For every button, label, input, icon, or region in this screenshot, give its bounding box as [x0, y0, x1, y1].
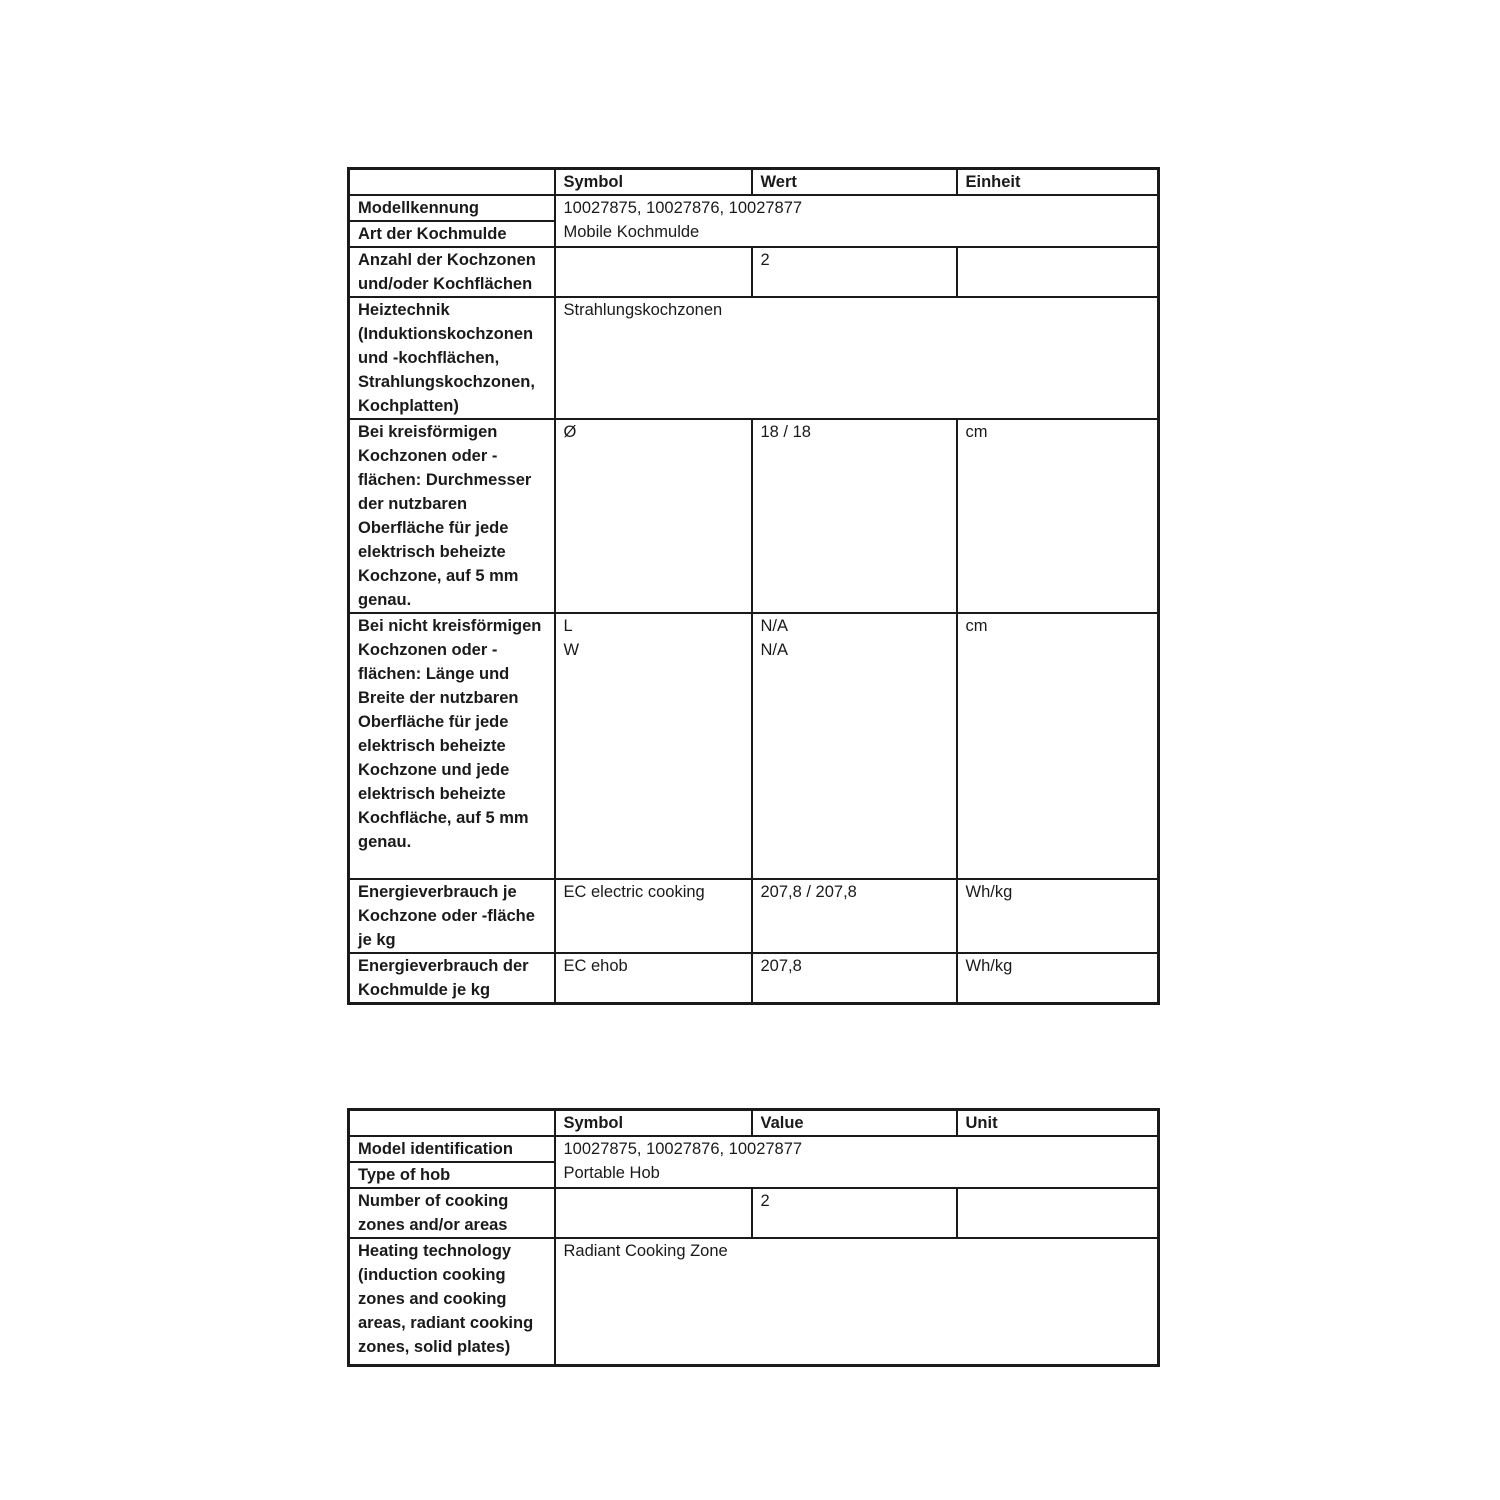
en-label-model-identification: Model identification	[349, 1136, 555, 1162]
table-row	[349, 1188, 1159, 1238]
en-header-row	[349, 1110, 1159, 1137]
en-value-model-and-type	[555, 1136, 1159, 1188]
en-header-value: Value	[752, 1110, 957, 1137]
de-header-row	[349, 169, 1159, 196]
en-header-blank	[349, 1110, 555, 1137]
en-symbol-number-of-zones	[555, 1188, 752, 1238]
en-value-model-identification: 10027875, 10027876, 10027877	[563, 1140, 803, 1158]
table-row	[349, 297, 1159, 419]
de-value-heiztechnik: Strahlungskochzonen	[555, 297, 1159, 419]
de-label-kreisfoermige-zonen: Bei kreisförmigen Kochzonen oder - flächen: Durchmesser der nutzbaren Oberfläche für jede elektrisch beheizte Kochzone, auf 5 mm genau.	[349, 419, 555, 613]
table-row	[349, 195, 1159, 221]
de-symbol-energieverbrauch-mulde: EC ehob	[555, 953, 752, 1004]
de-wert-laenge: N/A	[760, 617, 789, 635]
de-symbol-energieverbrauch-zone: EC electric cooking	[555, 879, 752, 953]
de-value-model-and-type	[555, 195, 1159, 247]
en-value-type-of-hob: Portable Hob	[563, 1164, 660, 1182]
de-wert-energieverbrauch-zone: 207,8 / 207,8	[752, 879, 957, 953]
de-einheit-anzahl-kochzonen	[957, 247, 1159, 297]
de-label-heiztechnik: Heiztechnik (Induktionskochzonen und -kochflächen, Strahlungskochzonen, Kochplatten)	[349, 297, 555, 419]
en-value-number-of-zones: 2	[752, 1188, 957, 1238]
de-header-symbol: Symbol	[555, 169, 752, 196]
de-einheit-kreisfoermige-zonen: cm	[957, 419, 1159, 613]
table-row	[349, 879, 1159, 953]
de-label-art-der-kochmulde: Art der Kochmulde	[349, 221, 555, 247]
table-row	[349, 419, 1159, 613]
en-value-heating-technology: Radiant Cooking Zone	[555, 1238, 1159, 1365]
de-label-nicht-kreisfoermige-zonen: Bei nicht kreisförmigen Kochzonen oder - flächen: Länge und Breite der nutzbaren Oberfläche für jede elektrisch beheizte Kochzone und jede elektrisch beheizte Kochfläche, auf 5 mm genau.	[349, 613, 555, 879]
de-header-wert: Wert	[752, 169, 957, 196]
en-header-symbol: Symbol	[555, 1110, 752, 1137]
de-einheit-energieverbrauch-mulde: Wh/kg	[957, 953, 1159, 1004]
english-spec-table	[347, 1108, 1160, 1367]
table-row	[349, 1136, 1159, 1162]
de-label-modellkennung: Modellkennung	[349, 195, 555, 221]
de-symbol-anzahl-kochzonen	[555, 247, 752, 297]
table-row	[349, 247, 1159, 297]
de-header-einheit: Einheit	[957, 169, 1159, 196]
de-einheit-nicht-kreisfoermige-zonen: cm	[957, 613, 1159, 879]
de-symbol-breite: W	[563, 641, 580, 659]
table-row	[349, 1238, 1159, 1365]
de-label-anzahl-kochzonen: Anzahl der Kochzonen und/oder Kochflächen	[349, 247, 555, 297]
de-value-art-der-kochmulde: Mobile Kochmulde	[563, 223, 700, 241]
de-label-energieverbrauch-zone: Energieverbrauch je Kochzone oder -fläche je kg	[349, 879, 555, 953]
en-unit-number-of-zones	[957, 1188, 1159, 1238]
de-label-energieverbrauch-mulde: Energieverbrauch der Kochmulde je kg	[349, 953, 555, 1004]
de-wert-anzahl-kochzonen: 2	[752, 247, 957, 297]
table-row	[349, 613, 1159, 879]
de-einheit-energieverbrauch-zone: Wh/kg	[957, 879, 1159, 953]
de-wert-energieverbrauch-mulde: 207,8	[752, 953, 957, 1004]
de-wert-nicht-kreisfoermige-zonen	[752, 613, 957, 879]
german-spec-table	[347, 167, 1160, 1005]
en-label-number-of-zones: Number of cooking zones and/or areas	[349, 1188, 555, 1238]
de-value-modellkennung: 10027875, 10027876, 10027877	[563, 199, 803, 217]
de-symbol-laenge: L	[563, 617, 573, 635]
table-row	[349, 953, 1159, 1004]
de-header-blank	[349, 169, 555, 196]
en-header-unit: Unit	[957, 1110, 1159, 1137]
de-symbol-nicht-kreisfoermige-zonen	[555, 613, 752, 879]
de-wert-kreisfoermige-zonen: 18 / 18	[752, 419, 957, 613]
en-label-type-of-hob: Type of hob	[349, 1162, 555, 1188]
de-symbol-kreisfoermige-zonen: Ø	[555, 419, 752, 613]
en-label-heating-technology: Heating technology (induction cooking zones and cooking areas, radiant cooking zones, solid plates)	[349, 1238, 555, 1365]
de-wert-breite: N/A	[760, 641, 789, 659]
